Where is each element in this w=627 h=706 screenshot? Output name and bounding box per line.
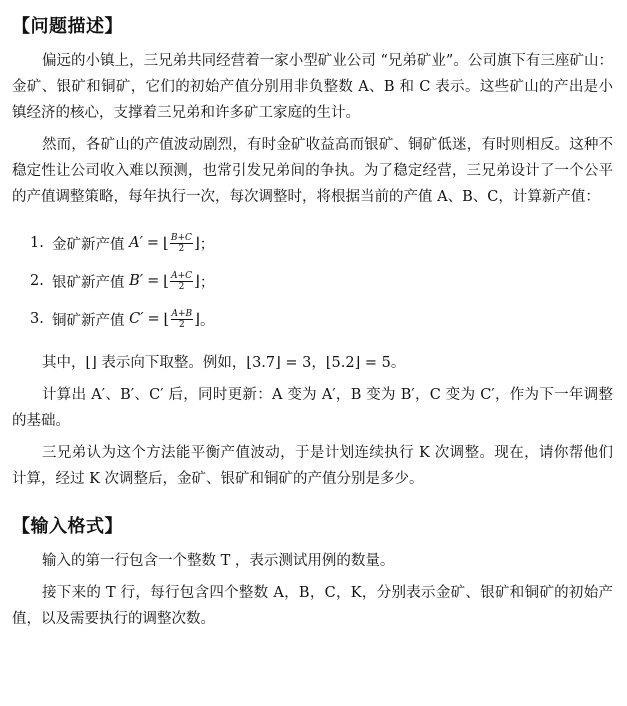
strategy-paragraph: 然而，各矿山的产值波动剧烈，有时金矿收益高而银矿、铜矿低迷，有时则相反。这种不稳定性让公司收入难以预测，也常引发兄弟间的争执。为了稳定经营，三兄弟设计了一个公平的产值调整策略，每年执行一次，每次调整时，将根据当前的产值 A、B、C，计算新产值： [12, 137, 613, 205]
formula-fraction [171, 309, 194, 330]
formula-number: 3. [30, 311, 44, 327]
formula-label: 金矿新产值 [52, 236, 125, 253]
input-format-heading: 【输入格式】 [12, 516, 123, 537]
formula-list [12, 224, 613, 338]
formula-lhs: B′ [129, 273, 144, 289]
task-paragraph: 三兄弟认为这个方法能平衡产值波动，于是计划连续执行 K 次调整。现在，请你帮他们计算，经过 K 次调整后，金矿、银矿和铜矿的产值分别是多少。 [12, 445, 613, 487]
formula-end: 。 [200, 312, 215, 329]
formula-label: 铜矿新产值 [52, 312, 125, 329]
fraction-denominator: 2 [178, 243, 185, 254]
fraction-denominator: 2 [178, 319, 185, 330]
formula-item: 3. 铜矿新产值 C′ = ⌊ $\frac{A+B}{2}$ ⌋ 。 [30, 308, 215, 330]
formula-fraction [170, 233, 193, 254]
formula-fraction [170, 271, 193, 292]
formula-number: 1. [30, 235, 44, 251]
formula-end: ； [199, 274, 215, 291]
input-test-lines-paragraph: 接下来的 T 行，每行包含四个整数 A，B，C，K，分别表示金矿、银矿和铜矿的初始产值，以及需要执行的调整次数。 [12, 585, 613, 627]
input-first-line-paragraph: 输入的第一行包含一个整数 T ，表示测试用例的数量。 [42, 553, 395, 569]
formula-label: 银矿新产值 [52, 274, 125, 291]
update-paragraph: 计算出 A′、B′、C′ 后，同时更新：A 变为 A′，B 变为 B′，C 变为 C′，作为下一年调整的基础。 [12, 387, 613, 429]
formula-end: ； [199, 236, 215, 253]
fraction-denominator: 2 [178, 281, 185, 292]
problem-description-heading: 【问题描述】 [12, 16, 123, 37]
formula-lhs: A′ [129, 235, 143, 251]
floor-explanation-paragraph: 其中，⌊⌋ 表示向下取整。例如，⌊3.7⌋ = 3，⌊5.2⌋ = 5。 [42, 355, 406, 371]
fraction-numerator: A+B [171, 308, 193, 319]
formula-number: 2. [30, 273, 44, 289]
formula-lhs: C′ [129, 311, 144, 327]
fraction-numerator: B+C [170, 232, 192, 243]
fraction-numerator: A+C [171, 270, 193, 281]
formula-item: 1. 金矿新产值 A′ = ⌊ $\frac{B+C}{2}$ ⌋ ； [30, 232, 215, 254]
formula-item: 2. 银矿新产值 B′ = ⌊ $\frac{A+C}{2}$ ⌋ ； [30, 270, 215, 292]
story-paragraph: 偏远的小镇上，三兄弟共同经营着一家小型矿业公司 “兄弟矿业”。公司旗下有三座矿山：金矿、银矿和铜矿，它们的初始产值分别用非负整数 A、B 和 C 表示。这些矿山的产出是小镇经济的核心，支撑着三兄弟和许多矿工家庭的生计。 [12, 53, 613, 121]
